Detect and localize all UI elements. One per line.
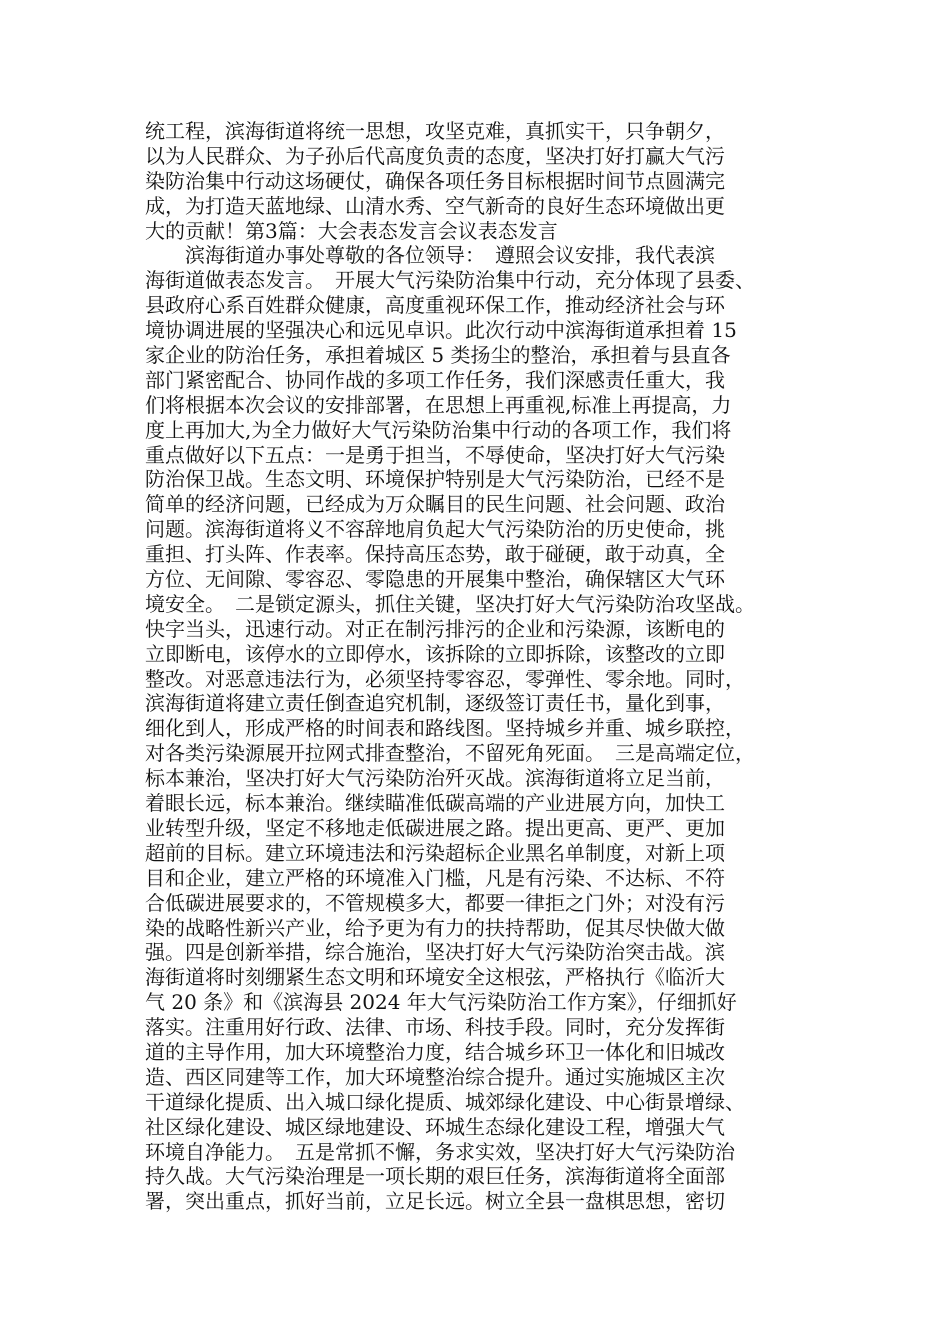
text-line: 道的主导作用，加大环境整治力度，结合城乡环卫一体化和旧城改 — [145, 1039, 725, 1064]
text-line: 县政府心系百姓群众健康，高度重视环保工作，推动经济社会与环 — [145, 293, 725, 318]
text-line: 重点做好以下五点：一是勇于担当，不辱使命，坚决打好大气污染 — [145, 442, 725, 467]
text-line: 海街道做表态发言。 开展大气污染防治集中行动，充分体现了县委、 — [145, 268, 755, 293]
text-line: 们将根据本次会议的安排部署，在思想上再重视,标准上再提高，力 — [145, 392, 732, 417]
text-line: 整改。对恶意违法行为，必须坚持零容忍，零弹性、零余地。同时， — [145, 666, 745, 691]
text-line: 署，突出重点，抓好当前，立足长远。树立全县一盘棋思想，密切 — [145, 1189, 725, 1214]
text-line: 防治保卫战。生态文明、环境保护特别是大气污染防治，已经不是 — [145, 467, 725, 492]
text-line: 境安全。 二是锁定源头，抓住关键，坚决打好大气污染防治攻坚战。 — [145, 591, 755, 616]
text-line: 简单的经济问题，已经成为万众瞩目的民生问题、社会问题、政治 — [145, 492, 725, 517]
text-line: 干道绿化提质、出入城口绿化提质、城郊绿化建设、中心街景增绿、 — [145, 1089, 745, 1114]
text-line: 业转型升级，坚定不移地走低碳进展之路。提出更高、更严、更加 — [145, 815, 725, 840]
text-line: 环境自净能力。 五是常抓不懈，务求实效，坚决打好大气污染防治 — [145, 1139, 735, 1164]
text-line: 气 20 条》和《滨海县 2024 年大气污染防治工作方案》，仔细抓好 — [145, 990, 737, 1015]
text-line: 目和企业，建立严格的环境准入门槛，凡是有污染、不达标、不符 — [145, 865, 725, 890]
text-line: 标本兼治，坚决打好大气污染防治歼灭战。滨海街道将立足当前， — [145, 766, 725, 791]
text-line: 合低碳进展要求的，不管规模多大，都要一律拒之门外；对没有污 — [145, 890, 725, 915]
text-line: 滨海街道办事处尊敬的各位领导： 遵照会议安排，我代表滨 — [145, 243, 715, 268]
text-line: 染防治集中行动这场硬仗，确保各项任务目标根据时间节点圆满完 — [145, 168, 725, 193]
text-line: 境协调进展的坚强决心和远见卓识。此次行动中滨海街道承担着 15 — [145, 318, 737, 343]
text-line: 海街道将时刻绷紧生态文明和环境安全这根弦，严格执行《临沂大 — [145, 965, 725, 990]
document-body — [145, 119, 835, 1214]
text-line: 社区绿化建设、城区绿地建设、环城生态绿化建设工程，增强大气 — [145, 1114, 725, 1139]
text-line: 度上再加大,为全力做好大气污染防治集中行动的各项工作，我们将 — [145, 417, 732, 442]
text-line: 重担、打头阵、作表率。保持高压态势，敢于碰硬，敢于动真，全 — [145, 542, 725, 567]
text-line: 以为人民群众、为子孙后代高度负责的态度，坚决打好打赢大气污 — [145, 143, 725, 168]
text-line: 超前的目标。建立环境违法和污染超标企业黑名单制度，对新上项 — [145, 840, 725, 865]
text-line: 方位、无间隙、零容忍、零隐患的开展集中整治，确保辖区大气环 — [145, 567, 725, 592]
text-line: 快字当头，迅速行动。对正在制污排污的企业和污染源，该断电的 — [145, 616, 725, 641]
text-line: 造、西区同建等工作，加大环境整治综合提升。通过实施城区主次 — [145, 1064, 725, 1089]
text-line: 大的贡献！第3篇：大会表态发言会议表态发言 — [145, 218, 558, 243]
text-line: 持久战。大气污染治理是一项长期的艰巨任务，滨海街道将全面部 — [145, 1164, 725, 1189]
text-line: 统工程，滨海街道将统一思想，攻坚克难，真抓实干，只争朝夕， — [145, 119, 725, 143]
text-line: 问题。滨海街道将义不容辞地肩负起大气污染防治的历史使命，挑 — [145, 517, 725, 542]
text-line: 家企业的防治任务，承担着城区 5 类扬尘的整治，承担着与县直各 — [145, 343, 731, 368]
text-line: 部门紧密配合、协同作战的多项工作任务，我们深感责任重大，我 — [145, 367, 725, 392]
text-line: 细化到人，形成严格的时间表和路线图。坚持城乡并重、城乡联控， — [145, 716, 745, 741]
text-line: 对各类污染源展开拉网式排查整治，不留死角死面。 三是高端定位， — [145, 741, 755, 766]
text-line: 着眼长远，标本兼治。继续瞄准低碳高端的产业进展方向，加快工 — [145, 791, 725, 816]
text-line: 滨海街道将建立责任倒查追究机制，逐级签订责任书，量化到事， — [145, 691, 725, 716]
text-line: 成，为打造天蓝地绿、山清水秀、空气新奇的良好生态环境做出更 — [145, 193, 725, 218]
text-line: 落实。注重用好行政、法律、市场、科技手段。同时，充分发挥街 — [145, 1015, 725, 1040]
text-line: 立即断电，该停水的立即停水，该拆除的立即拆除，该整改的立即 — [145, 641, 725, 666]
text-line: 染的战略性新兴产业，给予更为有力的扶持帮助，促其尽快做大做 — [145, 915, 725, 940]
text-line: 强。四是创新举措，综合施治，坚决打好大气污染防治突击战。滨 — [145, 940, 725, 965]
